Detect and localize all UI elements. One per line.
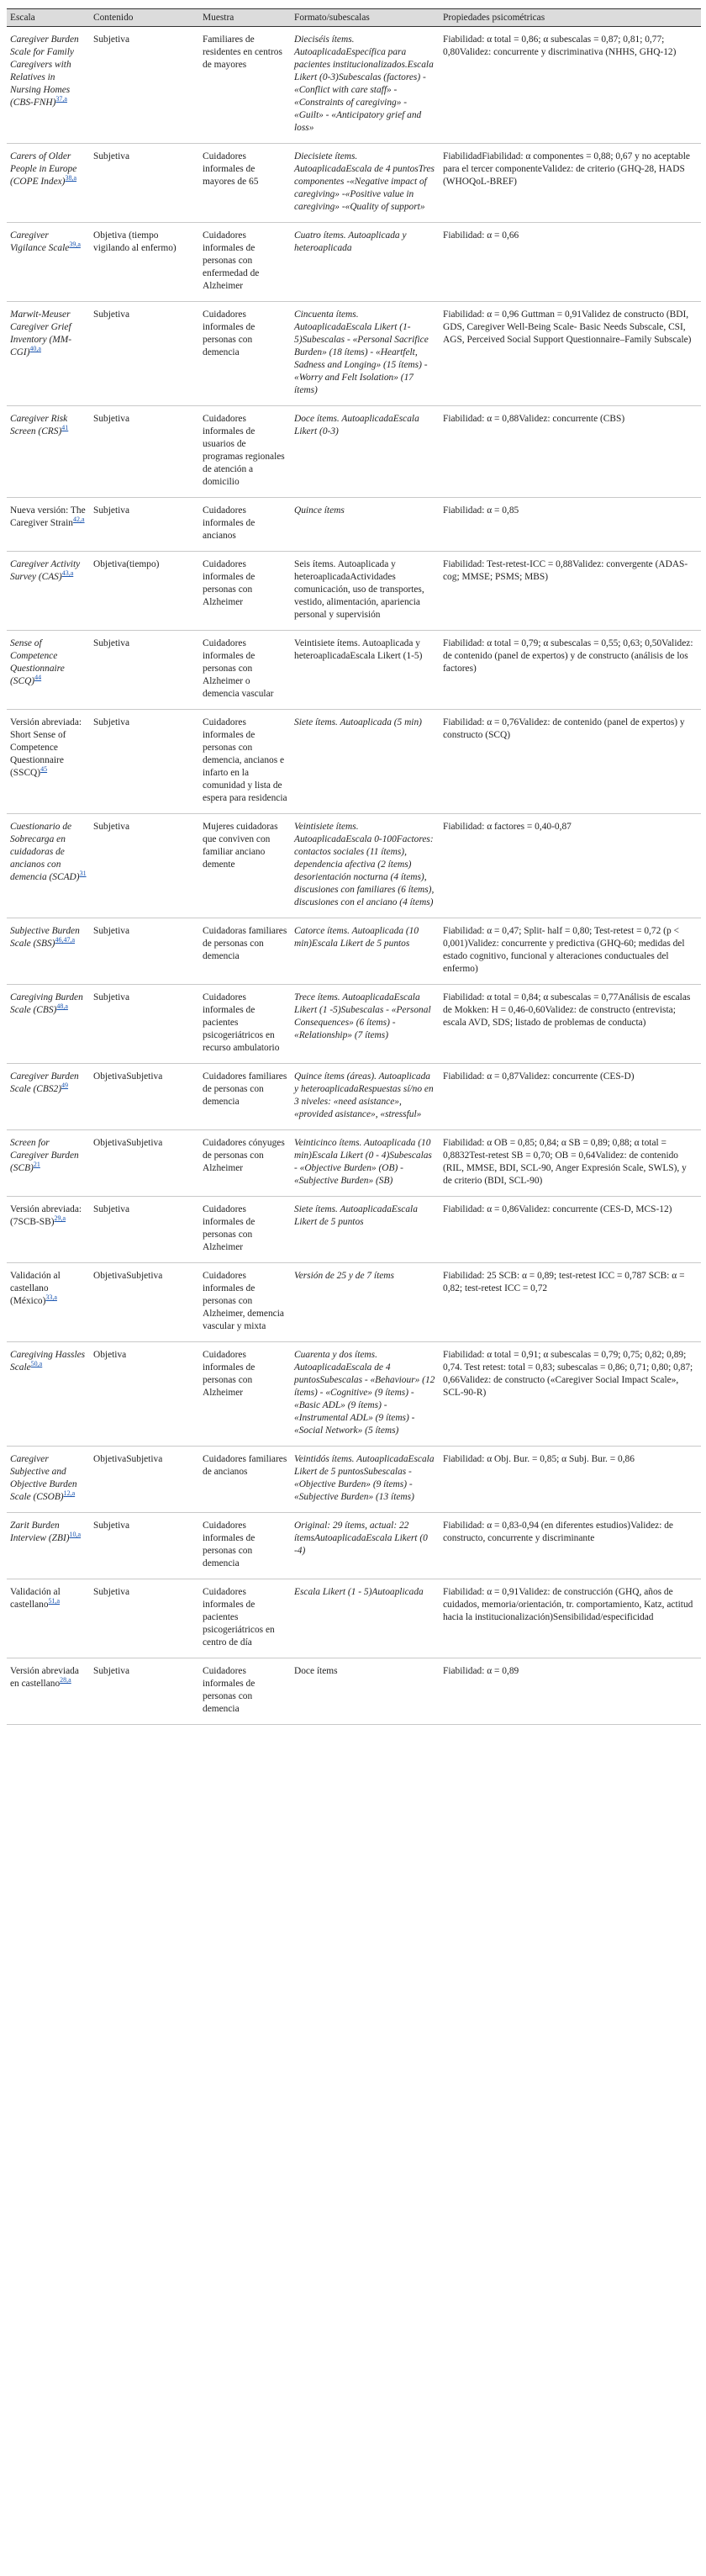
scale-cell [7,814,90,918]
table-row [7,631,701,710]
format-cell: Veinticinco ítems. Autoaplicada (10 min)Escala Likert (0 - 4)Subescalas - «Objective Burden» (OB) - «Subjective Burden» (SB) [291,1130,440,1197]
table-row [7,814,701,918]
properties-cell: Fiabilidad: α factores = 0,40-0,87 [440,814,701,918]
reference-link[interactable]: 44 [34,674,42,682]
scale-cell [7,631,90,710]
content-cell: Subjetiva [90,302,199,406]
table-row [7,918,701,985]
content-cell: Subjetiva [90,1513,199,1579]
format-cell: Veintisiete ítems. Autoaplicada y heteroaplicadaEscala Likert (1-5) [291,631,440,710]
scale-cell [7,1579,90,1658]
header-muestra: Muestra [199,9,291,27]
reference-link[interactable]: 40,a [29,345,41,353]
sample-cell: Cuidadores informales de personas con Alzheimer [199,1197,291,1263]
scale-cell [7,498,90,552]
scale-name: Caregiver Risk Screen (CRS) [10,414,68,436]
header-contenido: Contenido [90,9,199,27]
reference-link[interactable]: 31 [79,870,87,878]
format-cell: Versión de 25 y de 7 ítems [291,1263,440,1342]
table-row [7,1342,701,1447]
format-cell: Original: 29 ítems, actual: 22 ítemsAutoaplicadaEscala Likert (0 -4) [291,1513,440,1579]
scale-name: Subjective Burden Scale (SBS) [10,926,80,949]
content-cell: Subjetiva [90,27,199,144]
table-row [7,1263,701,1342]
reference-link[interactable]: 37,a [55,95,67,103]
properties-cell: Fiabilidad: α = 0,47; Split- half = 0,80; Test-retest = 0,72 (p < 0,001)Validez: concurrente y predictiva (GHQ-60; medidas del estado cognitivo, funcional y alteraciones conductuales del enfermo) [440,918,701,985]
scale-name: Marwit-Meuser Caregiver Grief Inventory (MM-CGI) [10,309,72,357]
psychometric-scales-table [7,8,701,1725]
sample-cell: Cuidadores informales de personas con Alzheimer [199,1342,291,1447]
properties-cell: Fiabilidad: α = 0,88Validez: concurrente (CBS) [440,406,701,498]
scale-cell [7,1658,90,1725]
reference-link[interactable]: 50,a [30,1360,43,1368]
content-cell: Subjetiva [90,498,199,552]
scale-name: Caregiver Activity Survey (CAS) [10,559,81,582]
properties-cell: Fiabilidad: α = 0,76Validez: de contenido (panel de expertos) y constructo (SCQ) [440,710,701,814]
scale-name: Validación al castellano [10,1587,61,1610]
reference-link[interactable]: 46,47,a [55,936,76,944]
reference-link[interactable]: 49 [61,1082,69,1090]
format-cell: Doce ítems. AutoaplicadaEscala Likert (0-3) [291,406,440,498]
format-cell: Veintisiete ítems. AutoaplicadaEscala 0-100Factores: contactos sociales (11 ítems), dependencia afectiva (2 ítems) desorientación nocturna (4 ítems), discusiones con familiares (6 ítems), discusiones con el anciano (4 ítems) [291,814,440,918]
reference-link[interactable]: 42,a [72,516,85,524]
properties-cell: Fiabilidad: α = 0,89 [440,1658,701,1725]
format-cell: Trece ítems. AutoaplicadaEscala Likert (1 -5)Subescalas - «Personal Consequences» (6 ítems) - «Relationship» (7 ítems) [291,985,440,1064]
content-cell: Subjetiva [90,631,199,710]
content-cell: Subjetiva [90,406,199,498]
sample-cell: Cuidadores informales de personas con Alzheimer o demencia vascular [199,631,291,710]
scale-name: Caregiver Vigilance Scale [10,230,70,253]
table-row [7,1579,701,1658]
scale-cell [7,1130,90,1197]
properties-cell: Fiabilidad: α = 0,85 [440,498,701,552]
format-cell: Siete ítems. AutoaplicadaEscala Likert de 5 puntos [291,1197,440,1263]
scale-name: Caregiving Hassles Scale [10,1350,86,1373]
table-row [7,302,701,406]
content-cell: Objetiva(tiempo) [90,552,199,631]
format-cell: Diecisiete ítems. AutoaplicadaEscala de 4 puntosTres componentes -«Negative impact of caregiving» -«Positive value in caregiving» -«Quality of support» [291,144,440,223]
scale-cell [7,985,90,1064]
table-row [7,1064,701,1130]
sample-cell: Cuidadores informales de personas con demencia [199,1658,291,1725]
format-cell: Veintidós ítems. AutoaplicadaEscala Likert de 5 puntosSubescalas - «Objective Burden» (9 ítems) - «Subjective Burden» (13 ítems) [291,1447,440,1513]
table-row [7,1447,701,1513]
header-row [7,9,701,27]
properties-cell: Fiabilidad: α total = 0,86; α subescalas = 0,87; 0,81; 0,77; 0,80Validez: concurrente y discriminativa (NHHS, GHQ-12) [440,27,701,144]
properties-cell: Fiabilidad: α = 0,96 Guttman = 0,91Validez de constructo (BDI, GDS, Caregiver Well-Being Scale- Basic Needs Subscale, CSI, AGS, Perceived Social Support Questionnaire–Family Subscale) [440,302,701,406]
format-cell: Dieciséis ítems. AutoaplicadaEspecífica para pacientes institucionalizados.Escala Likert (0-3)Subescalas (factores) - «Conflict with care staff» - «Constraints of caregiving» - «Guilt» - «Anticipatory grief and loss» [291,27,440,144]
content-cell: Objetiva (tiempo vigilando al enfermo) [90,223,199,302]
scale-cell [7,918,90,985]
table-row [7,27,701,144]
content-cell: Subjetiva [90,814,199,918]
sample-cell: Cuidadores informales de personas con demencia [199,1513,291,1579]
reference-link[interactable]: 12,a [63,1489,76,1498]
content-cell: Subjetiva [90,1658,199,1725]
scale-cell [7,1263,90,1342]
reference-link[interactable]: 51,a [48,1597,61,1605]
reference-link[interactable]: 10,a [69,1531,82,1539]
sample-cell: Mujeres cuidadoras que conviven con familiar anciano demente [199,814,291,918]
scale-name: Caregiver Subjective and Objective Burden Scale (CSOB) [10,1454,77,1502]
format-cell: Quince ítems (áreas). Autoaplicada y heteroaplicadaRespuestas sí/no en 3 niveles: «need asistance», «provided asistance», «stressful» [291,1064,440,1130]
sample-cell: Familiares de residentes en centros de mayores [199,27,291,144]
format-cell: Cuarenta y dos ítems. AutoaplicadaEscala de 4 puntosSubescalas - «Behaviour» (12 ítems) - «Cognitive» (9 ítems) - «Basic ADL» (9 ítems) - «Instrumental ADL» (9 ítems) - «Social Network» (5 ítems) [291,1342,440,1447]
content-cell: ObjetivaSubjetiva [90,1130,199,1197]
scale-name: Versión abreviada: (7SCB-SB) [10,1204,82,1227]
reference-link[interactable]: 43,a [61,569,74,578]
format-cell: Escala Likert (1 - 5)Autoaplicada [291,1579,440,1658]
content-cell: Subjetiva [90,144,199,223]
reference-link[interactable]: 39,a [69,241,81,249]
scale-cell [7,1342,90,1447]
scale-cell [7,1513,90,1579]
scale-cell [7,27,90,144]
reference-link[interactable]: 48,a [56,1002,68,1011]
table-row [7,552,701,631]
format-cell: Siete ítems. Autoaplicada (5 min) [291,710,440,814]
scale-cell [7,144,90,223]
format-cell: Doce ítems [291,1658,440,1725]
sample-cell: Cuidadores informales de personas con demencia, ancianos e infarto en la comunidad y lista de espera para residencia [199,710,291,814]
scale-cell [7,223,90,302]
content-cell: Subjetiva [90,985,199,1064]
properties-cell: Fiabilidad: α total = 0,84; α subescalas = 0,77Análisis de escalas de Mokken: H = 0,46-0,60Validez: de constructo (entrevista; escala AVD, SDS; listado de problemas de conducta) [440,985,701,1064]
table-row [7,1130,701,1197]
header-formato: Formato/subescalas [291,9,440,27]
content-cell: Subjetiva [90,1579,199,1658]
sample-cell: Cuidadores informales de usuarios de programas regionales de atención a domicilio [199,406,291,498]
properties-cell: Fiabilidad: α total = 0,79; α subescalas = 0,55; 0,63; 0,50Validez: de contenido (panel de expertos) y de constructo (análisis de los factores) [440,631,701,710]
content-cell: Objetiva [90,1342,199,1447]
properties-cell: Fiabilidad: 25 SCB: α = 0,89; test-retest ICC = 0,787 SCB: α = 0,82; test-retest ICC = 0,72 [440,1263,701,1342]
scale-name: Caregiver Burden Scale for Family Caregivers with Relatives in Nursing Homes (CBS-FNH) [10,34,79,108]
table-row [7,1197,701,1263]
properties-cell: Fiabilidad: α total = 0,91; α subescalas = 0,79; 0,75; 0,82; 0,89; 0,74. Test retest: total = 0,83; subescalas = 0,86; 0,71; 0,80; 0,87; 0,66Validez: de constructo («Caregiver Social Impact Scale», SCL-90-R) [440,1342,701,1447]
scale-name: Zarit Burden Interview (ZBI) [10,1521,70,1543]
reference-link[interactable]: 33,a [45,1293,57,1302]
reference-link[interactable]: 41 [61,424,69,432]
sample-cell: Cuidadores familiares de personas con demencia [199,1064,291,1130]
properties-cell: Fiabilidad: α = 0,83-0,94 (en diferentes estudios)Validez: de constructo, concurrente y discriminante [440,1513,701,1579]
sample-cell: Cuidadoras familiares de personas con demencia [199,918,291,985]
scale-name: Caregiving Burden Scale (CBS) [10,992,83,1015]
sample-cell: Cuidadores informales de personas con enfermedad de Alzheimer [199,223,291,302]
scale-name: Sense of Competence Questionnaire (SCQ) [10,638,65,686]
header-escala: Escala [7,9,90,27]
sample-cell: Cuidadores informales de pacientes psicogeriátricos en recurso ambulatorio [199,985,291,1064]
format-cell: Cuatro ítems. Autoaplicada y heteroaplicada [291,223,440,302]
table-row [7,1658,701,1725]
sample-cell: Cuidadores informales de pacientes psicogeriátricos en centro de día [199,1579,291,1658]
content-cell: ObjetivaSubjetiva [90,1447,199,1513]
properties-cell: FiabilidadFiabilidad: α componentes = 0,88; 0,67 y no aceptable para el tercer componenteValidez: de criterio (GHQ-28, HADS (WHOQoL-BREF) [440,144,701,223]
scale-name: Cuestionario de Sobrecarga en cuidadoras de ancianos con demencia (SCAD) [10,822,80,882]
scale-cell [7,1197,90,1263]
content-cell: Subjetiva [90,710,199,814]
sample-cell: Cuidadores familiares de ancianos [199,1447,291,1513]
properties-cell: Fiabilidad: α = 0,91Validez: de construcción (GHQ, años de cuidados, memoria/orientación, tr. comportamiento, Katz, actitud hacia la institucionalización)Sensibilidad/especificidad [440,1579,701,1658]
scale-cell [7,1064,90,1130]
table-row [7,710,701,814]
table-row [7,223,701,302]
sample-cell: Cuidadores cónyuges de personas con Alzheimer [199,1130,291,1197]
scale-cell [7,302,90,406]
table-row [7,985,701,1064]
format-cell: Seis ítems. Autoaplicada y heteroaplicadaActividades comunicación, uso de transportes, vestido, alimentación, apariencia personal y supervisión [291,552,440,631]
scale-name: Screen for Caregiver Burden (SCB) [10,1138,79,1173]
sample-cell: Cuidadores informales de personas con Alzheimer, demencia vascular y mixta [199,1263,291,1342]
sample-cell: Cuidadores informales de personas con demencia [199,302,291,406]
properties-cell: Fiabilidad: α Obj. Bur. = 0,85; α Subj. Bur. = 0,86 [440,1447,701,1513]
table-row [7,144,701,223]
format-cell: Cincuenta ítems. AutoaplicadaEscala Likert (1-5)Subescalas - «Personal Sacrifice Burden» (18 ítems) - «Heartfelt, Sadness and Longing» (15 ítems) - «Worry and Felt Isolation» (17 ítems) [291,302,440,406]
sample-cell: Cuidadores informales de mayores de 65 [199,144,291,223]
reference-link[interactable]: 21 [33,1161,40,1169]
properties-cell: Fiabilidad: α = 0,87Validez: concurrente (CES-D) [440,1064,701,1130]
sample-cell: Cuidadores informales de personas con Alzheimer [199,552,291,631]
scale-name: Carers of Older People in Europe (COPE Index) [10,151,77,187]
format-cell: Catorce ítems. Autoaplicada (10 min)Escala Likert de 5 puntos [291,918,440,985]
properties-cell: Fiabilidad: α = 0,66 [440,223,701,302]
properties-cell: Fiabilidad: α OB = 0,85; 0,84; α SB = 0,89; 0,88; α total = 0,8832Test-retest SB = 0,70; OB = 0,64Validez: de contenido (RIL, MMSE, BDI, SCL-90, Anger Expresión Scale, SWLS), y de criterio (BDI, SCL-90) [440,1130,701,1197]
content-cell: Subjetiva [90,1197,199,1263]
table-row [7,498,701,552]
content-cell: Subjetiva [90,918,199,985]
scale-name: Caregiver Burden Scale (CBS2) [10,1071,79,1094]
content-cell: ObjetivaSubjetiva [90,1064,199,1130]
reference-link[interactable]: 29,a [54,1214,66,1223]
properties-cell: Fiabilidad: α = 0,86Validez: concurrente (CES-D, MCS-12) [440,1197,701,1263]
scale-cell [7,552,90,631]
table-row [7,406,701,498]
scale-cell [7,406,90,498]
reference-link[interactable]: 38,a [65,174,77,182]
reference-link[interactable]: 45 [40,765,48,774]
table-row [7,1513,701,1579]
properties-cell: Fiabilidad: Test-retest-ICC = 0,88Validez: convergente (ADAS-cog; MMSE; PSMS; MBS) [440,552,701,631]
scale-name: Validación al castellano (México) [10,1271,61,1306]
reference-link[interactable]: 28,a [60,1676,71,1685]
format-cell: Quince ítems [291,498,440,552]
sample-cell: Cuidadores informales de ancianos [199,498,291,552]
header-propiedades: Propiedades psicométricas [440,9,701,27]
scale-cell [7,710,90,814]
scale-name: Versión abreviada en castellano [10,1666,79,1689]
scale-cell [7,1447,90,1513]
content-cell: ObjetivaSubjetiva [90,1263,199,1342]
scale-name: Versión abreviada: Short Sense of Competence Questionnaire (SSCQ) [10,717,82,778]
scale-name: Nueva versión: The Caregiver Strain [10,505,86,528]
